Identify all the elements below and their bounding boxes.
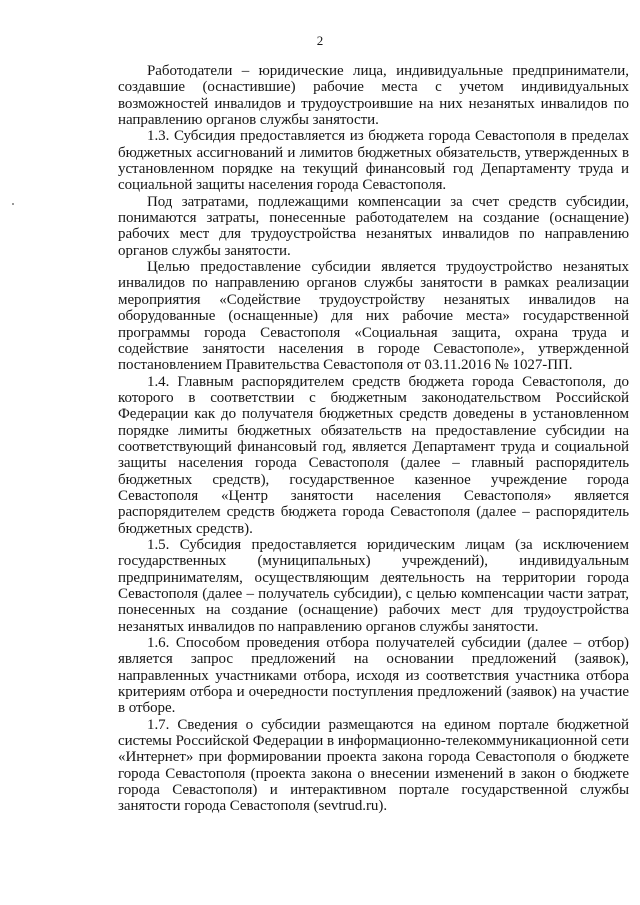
page-number: 2 — [316, 33, 324, 48]
paragraph-1-4-main-manager: 1.4. Главным распорядителем средств бюджета города Севастополя, до которого в соответствии с бюджетным законодательством Российской Федерации как до получателя бюджетных средств доведены в установленном порядке лимиты бюджетных обязательств на предоставление субсидии на соответствующий финансовый год, является Департамент труда и социальной защиты населения города Севастополя (далее – главный распорядитель бюджетных средств), государственное казенное учреждение города Севастополя «Центр занятости населения Севастополя» является распорядителем средств бюджета города Севастополя (далее – распорядитель бюджетных средств). — [118, 373, 629, 537]
paragraph-subsidy-goal: Целью предоставление субсидии является трудоустройство незанятых инвалидов по направлению органов службы занятости в рамках реализации мероприятия «Содействие трудоустройству незанятых инвалидов на оборудованные (оснащенные) для них рабочие места» государственной программы города Севастополя «Социальная защита, охрана труда и содействие занятости населения в городе Севастополе», утвержденной постановлением Правительства Севастополя от 03.11.2016 № 1027-ПП. — [118, 259, 629, 374]
paragraph-1-3-subsidy-source: 1.3. Субсидия предоставляется из бюджета города Севастополя в пределах бюджетных ассигнований и лимитов бюджетных обязательств, утвержденных в установленном порядке на текущий финансовый год Департаменту труда и социальной защиты населения города Севастополя. — [118, 128, 629, 194]
paragraph-1-7-publication: 1.7. Сведения о субсидии размещаются на едином портале бюджетной системы Российской Федерации в информационно-телекоммуникационной сети «Интернет» при формировании проекта закона города Севастополя о бюджете города Севастополя (проекта закона о внесении изменений в закон о бюджете города Севастополя) и интерактивном портале государственной службы занятости города Севастополя (sevtrud.ru). — [118, 716, 629, 815]
paragraph-1-6-selection-method: 1.6. Способом проведения отбора получателей субсидии (далее – отбор) является запрос предложений на основании предложений (заявок), направленных участниками отбора, исходя из соответствия участника отбора критериям отбора и очередности поступления предложений (заявок) на участие в отборе. — [118, 635, 629, 717]
document-body — [118, 63, 629, 815]
paragraph-1-5-recipients: 1.5. Субсидия предоставляется юридическим лицам (за исключением государственных (муниципальных) учреждений), индивидуальным предпринимателям, осуществляющим деятельность на территории города Севастополя (далее – получатель субсидии), с целью компенсации части затрат, понесенных на создание (оснащение) рабочих мест для трудоустройства незанятых инвалидов по направлению органов службы занятости. — [118, 536, 629, 635]
paragraph-costs-definition: Под затратами, подлежащими компенсации за счет средств субсидии, понимаются затраты, понесенные работодателем на создание (оснащение) рабочих мест для трудоустройства незанятых инвалидов по направлению органов службы занятости. — [118, 193, 629, 259]
paragraph-employers-definition: Работодатели – юридические лица, индивидуальные предприниматели, создавшие (оснастившие) рабочие места с учетом индивидуальных возможностей инвалидов и трудоустроившие на них незанятых инвалидов по направлению органов службы занятости. — [118, 63, 629, 129]
scan-speck — [12, 203, 14, 205]
